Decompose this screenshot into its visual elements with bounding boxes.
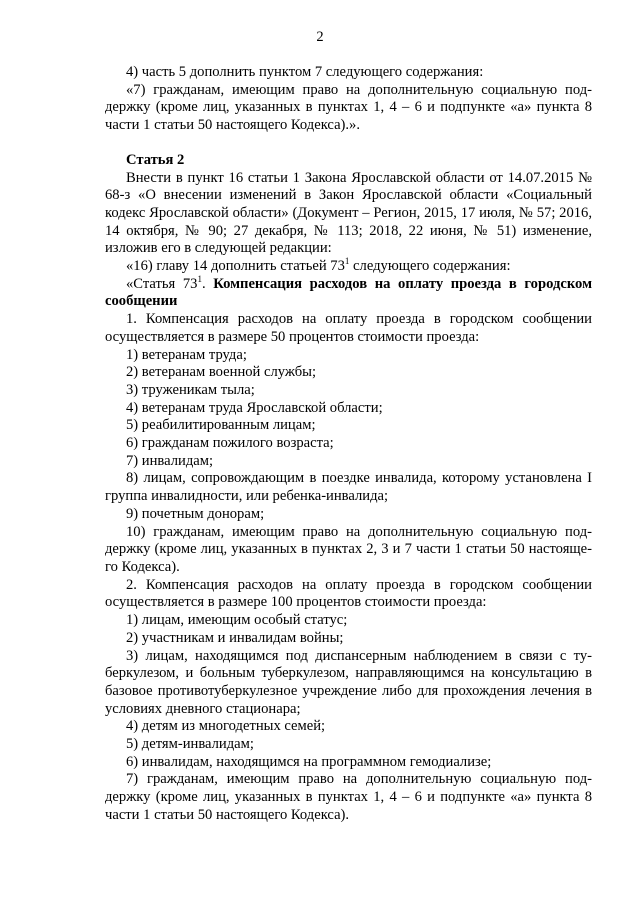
section-1-item: 3) труженикам тыла; [126,381,255,398]
article-2-addition-line [105,258,592,276]
section-1-item: 10) гражданам, имеющим право на дополнительную социальную поддержку (кроме лиц, указанных в пунктах 2, 3 и 7 части 1 статьи 50 настоящего Кодекса). [105,523,592,575]
section-2-item: 5) детям-инвалидам; [126,736,254,753]
section-2-item: 6) инвалидам, находящимся на программном гемодиализе; [126,753,492,770]
section-1-item: 8) лицам, сопровождающим в поездке инвалида, которому установлена I группа инвалидности, или ребенка-инвалида; [105,470,592,505]
section-1-item: 2) ветеранам военной службы; [126,364,317,381]
section-2-item: 4) детям из многодетных семей; [126,718,326,735]
page-number: 2 [316,29,324,45]
article-2-heading: Статья 2 [126,151,185,168]
section-2-item: 7) гражданам, имеющим право на дополнительную социальную поддержку (кроме лиц, указанных в пунктах 1, 4 – 6 и подпункте «а» пункта 8 части 1 статьи 50 настоящего Кодекса). [105,771,592,823]
section-1-item: 1) ветеранам труда; [126,346,247,363]
article-title-bold: Компенсация расходов на оплату проезда в городском сообщении [105,275,593,310]
section-2-intro: 2. Компенсация расходов на оплату проезда в городском сообщении осуществляется в размере 100 процентов стоимости проезда: [105,576,592,611]
article-73-1-title [105,273,593,311]
article-title-superscript: 1 [197,273,202,284]
section-1-intro: 1. Компенсация расходов на оплату проезда в городском сообщении осуществляется в размере 50 процентов стоимости проезда: [105,311,592,345]
section-2-item: 2) участникам и инвалидам войны; [126,629,344,646]
addition-text-after: следующего содержания: [349,258,511,275]
section-1-item: 9) почетным донорам; [126,505,265,522]
article-title-dot: . [201,275,214,292]
paragraph-part5-item7: «7) гражданам, имеющим право на дополнительную социальную поддержку (кроме лиц, указанных в пунктах 1, 4 – 6 и подпункте «а» пункта 8 части 1 статьи 50 настоящего Кодекса).». [105,81,592,134]
article-title-prefix: «Статья 73 [126,275,198,292]
section-1-item: 5) реабилитированным лицам; [126,417,316,434]
section-2-item: 3) лицам, находящимся под диспансерным наблюдением в связи с туберкулезом, и больным туберкулезом, направляющимся на консультацию в базовое противотуберкулезное учреждение либо для прохождения лечения в условиях дневного стационара; [105,647,592,717]
paragraph-part5-amendment: 4) часть 5 дополнить пунктом 7 следующего содержания: [126,64,484,80]
document-body [105,64,592,825]
section-1-item: 6) гражданам пожилого возраста; [126,435,334,452]
addition-superscript: 1 [344,256,350,267]
section-1-item: 7) инвалидам; [126,452,214,469]
section-1-item: 4) ветеранам труда Ярославской области; [126,399,383,416]
article-2-intro: Внести в пункт 16 статьи 1 Закона Ярославской области от 14.07.2015 № 68-з «О внесении изменений в Закон Ярославской области «Социальный кодекс Ярославской области» (Документ – Регион, 2015, 17 июля, № 57; 2016, 14 октября, № 90; 27 декабря, № 113; 2018, 22 июня, № 51) изменение, изложив его в следующей редакции: [105,169,592,257]
section-2-item: 1) лицам, имеющим особый статус; [126,612,348,629]
addition-text-before: «16) главу 14 дополнить статьей 73 [126,258,345,275]
